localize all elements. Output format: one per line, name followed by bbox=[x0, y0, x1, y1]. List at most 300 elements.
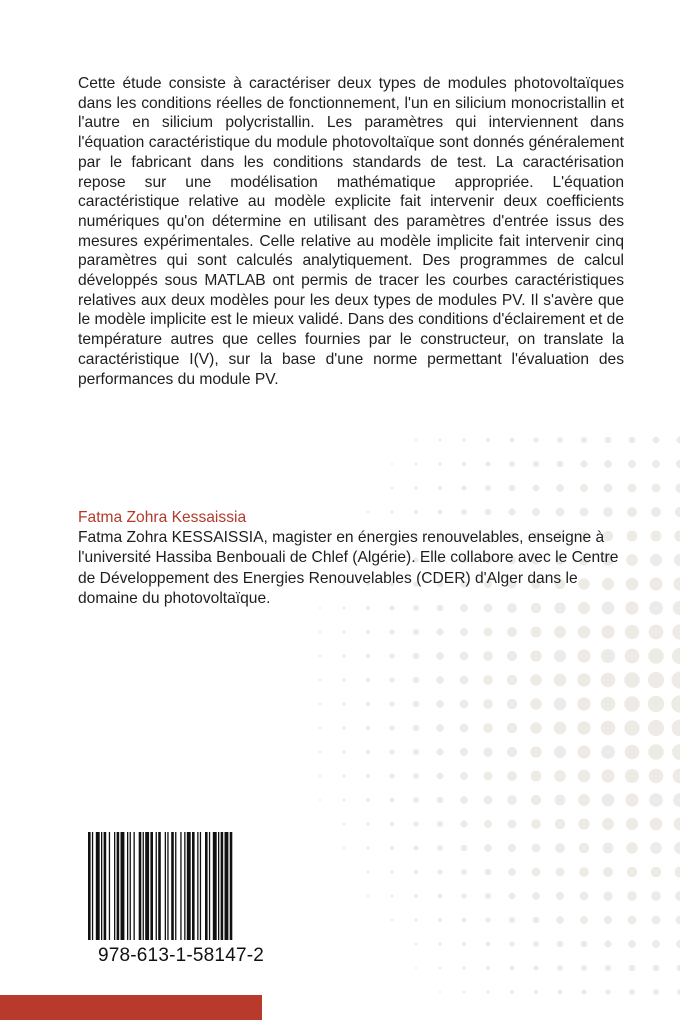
barcode-bar bbox=[92, 832, 93, 940]
barcode-bar bbox=[184, 832, 185, 940]
barcode-bar bbox=[187, 832, 191, 940]
pattern-dot bbox=[648, 744, 663, 759]
pattern-dot bbox=[577, 697, 590, 710]
pattern-dot bbox=[366, 654, 370, 658]
pattern-dot bbox=[651, 867, 662, 878]
pattern-dot bbox=[580, 916, 588, 924]
pattern-dot bbox=[439, 967, 442, 970]
barcode-bar bbox=[192, 832, 195, 940]
pattern-dot bbox=[673, 769, 680, 784]
pattern-dot bbox=[486, 966, 490, 970]
pattern-dot bbox=[462, 918, 467, 923]
pattern-dot bbox=[460, 748, 468, 756]
pattern-dot bbox=[674, 818, 680, 831]
pattern-dot bbox=[534, 990, 538, 994]
pattern-dot bbox=[413, 629, 419, 635]
pattern-dot bbox=[507, 651, 517, 661]
pattern-dot bbox=[603, 867, 613, 877]
pattern-dot bbox=[414, 846, 419, 851]
pattern-dot bbox=[390, 846, 394, 850]
pattern-dot bbox=[507, 771, 517, 781]
pattern-dot bbox=[651, 507, 661, 517]
pattern-dot bbox=[366, 702, 370, 706]
pattern-dot bbox=[531, 819, 541, 829]
barcode-bar bbox=[130, 832, 131, 940]
pattern-dot bbox=[650, 818, 663, 831]
pattern-dot bbox=[554, 770, 566, 782]
pattern-dot bbox=[578, 746, 591, 759]
pattern-dot bbox=[414, 510, 418, 514]
barcode-bar bbox=[145, 832, 149, 940]
pattern-dot bbox=[554, 722, 566, 734]
pattern-dot bbox=[581, 437, 587, 443]
pattern-dot bbox=[556, 484, 564, 492]
pattern-dot bbox=[342, 750, 345, 753]
pattern-dot bbox=[674, 530, 680, 541]
pattern-dot bbox=[648, 720, 664, 736]
author-name: Fatma Zohra Kessaissia bbox=[78, 509, 247, 526]
pattern-dot bbox=[436, 628, 443, 635]
pattern-dot bbox=[507, 795, 516, 804]
pattern-dot bbox=[509, 941, 514, 946]
pattern-dot bbox=[672, 744, 680, 760]
pattern-dot bbox=[673, 577, 680, 590]
pattern-dot bbox=[438, 510, 443, 515]
pattern-dot bbox=[437, 821, 443, 827]
pattern-dot bbox=[486, 942, 491, 947]
pattern-dot bbox=[390, 798, 395, 803]
pattern-dot bbox=[604, 460, 612, 468]
isbn-number: 978-613-1-58147-2 bbox=[97, 945, 265, 966]
pattern-dot bbox=[626, 842, 637, 853]
pattern-dot bbox=[649, 769, 663, 783]
pattern-dot bbox=[413, 821, 418, 826]
pattern-dot bbox=[582, 990, 587, 995]
pattern-dot bbox=[390, 510, 393, 513]
pattern-dot bbox=[578, 770, 590, 782]
pattern-dot bbox=[484, 796, 493, 805]
pattern-dot bbox=[343, 799, 346, 802]
pattern-dot bbox=[413, 797, 419, 803]
barcode-bar bbox=[175, 832, 176, 940]
pattern-dot bbox=[319, 727, 321, 729]
pattern-dot bbox=[650, 842, 662, 854]
pattern-dot bbox=[604, 916, 612, 924]
pattern-dot bbox=[461, 869, 467, 875]
pattern-dot bbox=[627, 507, 637, 517]
pattern-dot bbox=[438, 918, 442, 922]
barcode-bar bbox=[114, 832, 115, 940]
pattern-dot bbox=[533, 485, 540, 492]
pattern-dot bbox=[461, 509, 467, 515]
pattern-dot bbox=[319, 823, 321, 825]
barcode-bar bbox=[117, 832, 120, 940]
pattern-dot bbox=[462, 486, 467, 491]
pattern-dot bbox=[507, 627, 517, 637]
pattern-dot bbox=[342, 702, 345, 705]
pattern-dot bbox=[625, 793, 638, 806]
pattern-dot bbox=[390, 822, 394, 826]
pattern-dot bbox=[460, 628, 468, 636]
pattern-dot bbox=[603, 843, 614, 854]
pattern-dot bbox=[601, 649, 615, 663]
pattern-dot bbox=[484, 628, 493, 637]
pattern-dot bbox=[580, 508, 589, 517]
pattern-dot bbox=[438, 894, 443, 899]
pattern-dot bbox=[602, 818, 614, 830]
pattern-dot bbox=[461, 893, 466, 898]
pattern-dot bbox=[677, 965, 680, 972]
pattern-dot bbox=[533, 941, 539, 947]
pattern-dot bbox=[675, 507, 680, 517]
pattern-dot bbox=[391, 463, 393, 465]
pattern-dot bbox=[531, 795, 541, 805]
pattern-dot bbox=[605, 989, 610, 994]
pattern-dot bbox=[366, 630, 370, 634]
pattern-dot bbox=[555, 795, 566, 806]
pattern-dot bbox=[509, 485, 515, 491]
pattern-dot bbox=[509, 461, 515, 467]
pattern-dot bbox=[389, 701, 394, 706]
pattern-dot bbox=[579, 843, 589, 853]
pattern-dot bbox=[319, 775, 321, 777]
pattern-dot bbox=[486, 438, 490, 442]
pattern-dot bbox=[437, 773, 444, 780]
pattern-dot bbox=[413, 773, 419, 779]
pattern-dot bbox=[483, 747, 492, 756]
pattern-dot bbox=[415, 439, 417, 441]
pattern-dot bbox=[581, 941, 588, 948]
pattern-dot bbox=[460, 772, 468, 780]
pattern-dot bbox=[507, 699, 517, 709]
pattern-dot bbox=[413, 677, 419, 683]
barcode-bar bbox=[209, 832, 210, 940]
pattern-dot bbox=[672, 672, 680, 689]
pattern-dot bbox=[675, 867, 680, 878]
pattern-dot bbox=[367, 919, 369, 921]
pattern-dot bbox=[507, 675, 517, 685]
pattern-dot bbox=[555, 819, 565, 829]
pattern-dot bbox=[653, 965, 660, 972]
pattern-dot bbox=[413, 653, 419, 659]
pattern-dot bbox=[485, 893, 491, 899]
pattern-dot bbox=[532, 508, 540, 516]
pattern-dot bbox=[508, 820, 517, 829]
pattern-dot bbox=[438, 486, 442, 490]
barcode-bar bbox=[165, 832, 166, 940]
pattern-dot bbox=[625, 649, 640, 664]
pattern-dot bbox=[625, 745, 640, 760]
pattern-dot bbox=[628, 460, 636, 468]
pattern-dot bbox=[436, 700, 443, 707]
pattern-dot bbox=[414, 486, 417, 489]
pattern-dot bbox=[389, 677, 394, 682]
pattern-dot bbox=[601, 721, 615, 735]
pattern-dot bbox=[554, 746, 566, 758]
pattern-dot bbox=[651, 891, 661, 901]
pattern-dot bbox=[366, 846, 369, 849]
pattern-dot bbox=[460, 796, 468, 804]
barcode-bar bbox=[101, 832, 102, 940]
pattern-dot bbox=[671, 695, 680, 712]
barcode-bar bbox=[150, 832, 153, 940]
pattern-dot bbox=[532, 892, 540, 900]
pattern-dot bbox=[342, 630, 345, 633]
barcode-bar bbox=[213, 832, 217, 940]
pattern-dot bbox=[627, 891, 636, 900]
pattern-dot bbox=[556, 892, 564, 900]
pattern-dot bbox=[343, 823, 346, 826]
pattern-dot bbox=[578, 818, 589, 829]
pattern-dot bbox=[648, 696, 664, 712]
pattern-dot bbox=[676, 916, 680, 925]
pattern-dot bbox=[629, 989, 635, 995]
pattern-dot bbox=[603, 507, 612, 516]
pattern-dot bbox=[413, 749, 419, 755]
barcode-bar bbox=[180, 832, 181, 940]
pattern-dot bbox=[530, 650, 541, 661]
barcode-bar bbox=[171, 832, 174, 940]
pattern-dot bbox=[601, 745, 615, 759]
pattern-dot bbox=[579, 867, 589, 877]
pattern-dot bbox=[530, 722, 541, 733]
barcode-bar bbox=[158, 832, 161, 940]
pattern-dot bbox=[390, 870, 394, 874]
pattern-dot bbox=[625, 769, 639, 783]
pattern-dot bbox=[389, 653, 394, 658]
pattern-dot bbox=[460, 724, 468, 732]
pattern-dot bbox=[578, 794, 590, 806]
pattern-dot bbox=[391, 895, 394, 898]
pattern-dot bbox=[554, 650, 566, 662]
pattern-dot bbox=[624, 672, 639, 687]
pattern-dot bbox=[485, 509, 491, 515]
barcode-bar bbox=[104, 832, 107, 940]
pattern-dot bbox=[509, 917, 515, 923]
barcode-bar bbox=[230, 832, 233, 940]
pattern-dot bbox=[436, 652, 443, 659]
barcode bbox=[86, 832, 276, 972]
pattern-dot bbox=[342, 654, 345, 657]
pattern-dot bbox=[366, 726, 370, 730]
pattern-dot bbox=[414, 918, 417, 921]
barcode-bar bbox=[197, 832, 198, 940]
pattern-dot bbox=[672, 720, 680, 737]
barcode-bar bbox=[225, 832, 229, 940]
pattern-dot bbox=[484, 820, 492, 828]
pattern-dot bbox=[577, 673, 590, 686]
pattern-dot bbox=[625, 625, 639, 639]
pattern-dot bbox=[531, 771, 542, 782]
barcode-bar bbox=[156, 832, 157, 940]
pattern-dot bbox=[629, 437, 636, 444]
pattern-dot bbox=[510, 990, 514, 994]
pattern-dot bbox=[462, 462, 466, 466]
pattern-dot bbox=[508, 844, 516, 852]
pattern-dot bbox=[627, 867, 637, 877]
pattern-dot bbox=[485, 485, 491, 491]
pattern-dot bbox=[624, 720, 639, 735]
pattern-dot bbox=[533, 461, 539, 467]
pattern-dot bbox=[342, 774, 345, 777]
pattern-dot bbox=[530, 746, 541, 757]
pattern-dot bbox=[319, 655, 321, 657]
pattern-dot bbox=[485, 869, 492, 876]
pattern-dot bbox=[581, 965, 587, 971]
pattern-dot bbox=[439, 439, 442, 442]
barcode-bar bbox=[109, 832, 110, 940]
pattern-dot bbox=[483, 699, 492, 708]
pattern-dot bbox=[676, 940, 680, 948]
pattern-dot bbox=[462, 942, 466, 946]
pattern-dot bbox=[651, 531, 662, 542]
bottom-accent-bar bbox=[0, 995, 262, 1020]
pattern-dot bbox=[555, 843, 565, 853]
barcode-bar bbox=[88, 832, 91, 940]
barcode-bar bbox=[143, 832, 144, 940]
pattern-dot bbox=[672, 648, 680, 664]
pattern-dot bbox=[534, 966, 539, 971]
pattern-dot bbox=[437, 869, 442, 874]
pattern-dot bbox=[653, 989, 659, 995]
pattern-dot bbox=[603, 891, 612, 900]
pattern-dot bbox=[460, 676, 468, 684]
pattern-dot bbox=[532, 868, 540, 876]
pattern-dot bbox=[319, 799, 321, 801]
pattern-dot bbox=[507, 747, 517, 757]
pattern-dot bbox=[652, 916, 661, 925]
pattern-dot bbox=[462, 438, 466, 442]
pattern-dot bbox=[508, 508, 515, 515]
pattern-dot bbox=[436, 724, 443, 731]
pattern-dot bbox=[652, 484, 661, 493]
pattern-dot bbox=[601, 673, 615, 687]
pattern-dot bbox=[366, 798, 370, 802]
barcode-bar bbox=[96, 832, 100, 940]
pattern-dot bbox=[675, 483, 680, 492]
pattern-dot bbox=[649, 601, 663, 615]
pattern-dot bbox=[628, 940, 636, 948]
pattern-dot bbox=[557, 941, 563, 947]
pattern-dot bbox=[648, 672, 664, 688]
pattern-dot bbox=[558, 990, 563, 995]
pattern-dot bbox=[674, 842, 680, 854]
barcode-bar bbox=[205, 832, 208, 940]
pattern-dot bbox=[461, 845, 468, 852]
pattern-dot bbox=[629, 965, 636, 972]
pattern-dot bbox=[604, 484, 612, 492]
pattern-dot bbox=[554, 674, 566, 686]
pattern-dot bbox=[391, 919, 393, 921]
pattern-dot bbox=[580, 460, 587, 467]
pattern-dot bbox=[413, 725, 419, 731]
pattern-dot bbox=[676, 460, 680, 468]
pattern-dot bbox=[483, 723, 492, 732]
pattern-dot bbox=[486, 990, 489, 993]
pattern-dot bbox=[672, 624, 680, 639]
pattern-dot bbox=[531, 627, 542, 638]
pattern-dot bbox=[436, 748, 443, 755]
pattern-dot bbox=[414, 894, 418, 898]
pattern-dot bbox=[673, 601, 680, 615]
pattern-dot bbox=[577, 649, 590, 662]
pattern-dot bbox=[577, 721, 590, 734]
pattern-dot bbox=[557, 461, 564, 468]
barcode-bar bbox=[139, 832, 142, 940]
pattern-dot bbox=[439, 991, 441, 993]
pattern-dot bbox=[624, 696, 639, 711]
pattern-dot bbox=[578, 626, 591, 639]
pattern-dot bbox=[366, 822, 370, 826]
pattern-dot bbox=[436, 676, 443, 683]
pattern-dot bbox=[533, 437, 538, 442]
pattern-dot bbox=[438, 942, 441, 945]
pattern-dot bbox=[652, 460, 660, 468]
pattern-dot bbox=[650, 578, 663, 591]
pattern-dot bbox=[367, 487, 369, 489]
pattern-dot bbox=[367, 511, 369, 513]
pattern-dot bbox=[626, 818, 638, 830]
pattern-dot bbox=[460, 820, 467, 827]
pattern-dot bbox=[674, 554, 680, 566]
pattern-dot bbox=[367, 895, 369, 897]
pattern-dot bbox=[557, 965, 563, 971]
pattern-dot bbox=[366, 750, 370, 754]
pattern-dot bbox=[319, 751, 321, 753]
pattern-dot bbox=[509, 893, 516, 900]
pattern-dot bbox=[437, 797, 444, 804]
pattern-dot bbox=[601, 625, 614, 638]
pattern-dot bbox=[510, 438, 515, 443]
pattern-dot bbox=[366, 774, 370, 778]
barcode-bar bbox=[167, 832, 168, 940]
pattern-dot bbox=[533, 917, 540, 924]
pattern-dot bbox=[484, 844, 491, 851]
pattern-dot bbox=[605, 965, 611, 971]
pattern-dot bbox=[530, 698, 541, 709]
pattern-dot bbox=[507, 723, 517, 733]
barcode-bar bbox=[134, 832, 135, 940]
pattern-dot bbox=[649, 793, 663, 807]
pattern-dot bbox=[484, 772, 493, 781]
pattern-dot bbox=[675, 891, 680, 901]
pattern-dot bbox=[413, 701, 419, 707]
pattern-dot bbox=[437, 845, 443, 851]
pattern-dot bbox=[486, 462, 491, 467]
pattern-dot bbox=[532, 844, 541, 853]
pattern-dot bbox=[605, 437, 612, 444]
pattern-dot bbox=[319, 703, 321, 705]
pattern-dot bbox=[463, 991, 466, 994]
pattern-dot bbox=[366, 678, 370, 682]
pattern-dot bbox=[343, 871, 345, 873]
pattern-dot bbox=[557, 437, 563, 443]
pattern-dot bbox=[648, 648, 664, 664]
pattern-dot bbox=[485, 917, 490, 922]
pattern-dot bbox=[483, 675, 492, 684]
pattern-dot bbox=[415, 463, 418, 466]
pattern-dot bbox=[438, 462, 442, 466]
pattern-dot bbox=[319, 679, 321, 681]
pattern-dot bbox=[676, 436, 680, 443]
barcode-bar bbox=[121, 832, 125, 940]
barcode-bar bbox=[218, 832, 219, 940]
pattern-dot bbox=[554, 698, 566, 710]
pattern-dot bbox=[415, 943, 418, 946]
pattern-dot bbox=[367, 871, 370, 874]
pattern-dot bbox=[604, 940, 611, 947]
pattern-dot bbox=[389, 749, 394, 754]
